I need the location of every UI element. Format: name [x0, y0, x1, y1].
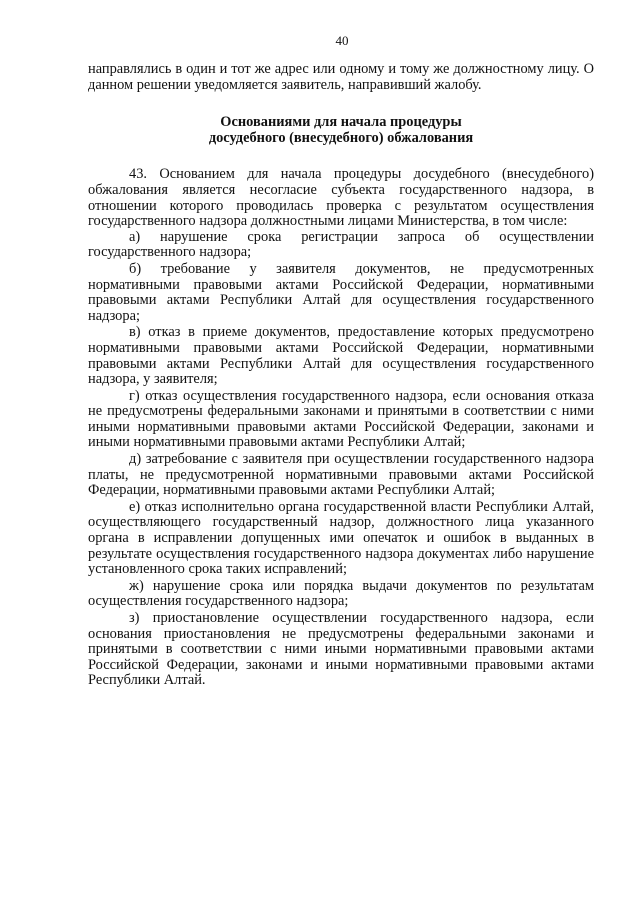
document-body	[88, 62, 594, 689]
list-item-z: з) приостановление осуществлении государственного надзора, если основания приостановления не предусмотрены федеральными законами и принятыми в соответствии с ними иными нормативными правовыми актами Российской Федерации, законами и иными нормативными правовыми актами Республики Алтай.	[88, 610, 594, 689]
continuation-paragraph: направлялись в один и тот же адрес или одному и тому же должностному лицу. О данном решении уведомляется заявитель, направивший жалобу.	[88, 61, 594, 93]
list-item-b: б) требование у заявителя документов, не предусмотренных нормативными правовыми актами Российской Федерации, нормативными правовыми актами Республики Алтай для осуществления государственного надзора;	[88, 260, 594, 324]
list-item-e: е) отказ исполнительно органа государственной власти Республики Алтай, осуществляющего государственный надзор, должностного лица указанного органа в исправлении допущенных ими опечаток и ошибок в выданных в результате осуществления государственного надзора документах либо нарушение установленного срока таких исправлений;	[88, 498, 594, 578]
page-number: 40	[335, 33, 349, 48]
list-item-v: в) отказ в приеме документов, предоставление которых предусмотрено нормативными правовыми актами Российской Федерации, нормативными правовыми актами Республики Алтай для осуществления государственного надзора, у заявителя;	[88, 324, 594, 388]
list-item-g: г) отказ осуществления государственного надзора, если основания отказа не предусмотрены федеральными законами и принятыми в соответствии с ними иными нормативными правовыми актами Российской Федерации, законами и иными нормативными правовыми актами Республики Алтай;	[88, 387, 594, 451]
list-item-d: д) затребование с заявителя при осуществлении государственного надзора платы, не предусмотренной нормативными правовыми актами Российской Федерации, нормативными правовыми актами Республики Алтай;	[88, 451, 594, 499]
list-item-zh: ж) нарушение срока или порядка выдачи документов по результатам осуществления государственного надзора;	[88, 577, 594, 610]
point-43-paragraph: 43. Основанием для начала процедуры досудебного (внесудебного) обжалования является несогласие субъекта государственного надзора, в отношении которого проводилась проверка с результатом осуществления государственного надзора должностными лицами Министерства, в том числе:	[88, 166, 594, 230]
section-title-line-2: досудебного (внесудебного) обжалования	[208, 129, 474, 146]
section-title	[88, 115, 594, 146]
list-item-a: а) нарушение срока регистрации запроса об осуществлении государственного надзора;	[88, 228, 594, 261]
section-title-line-1: Основаниями для начала процедуры	[220, 114, 462, 131]
